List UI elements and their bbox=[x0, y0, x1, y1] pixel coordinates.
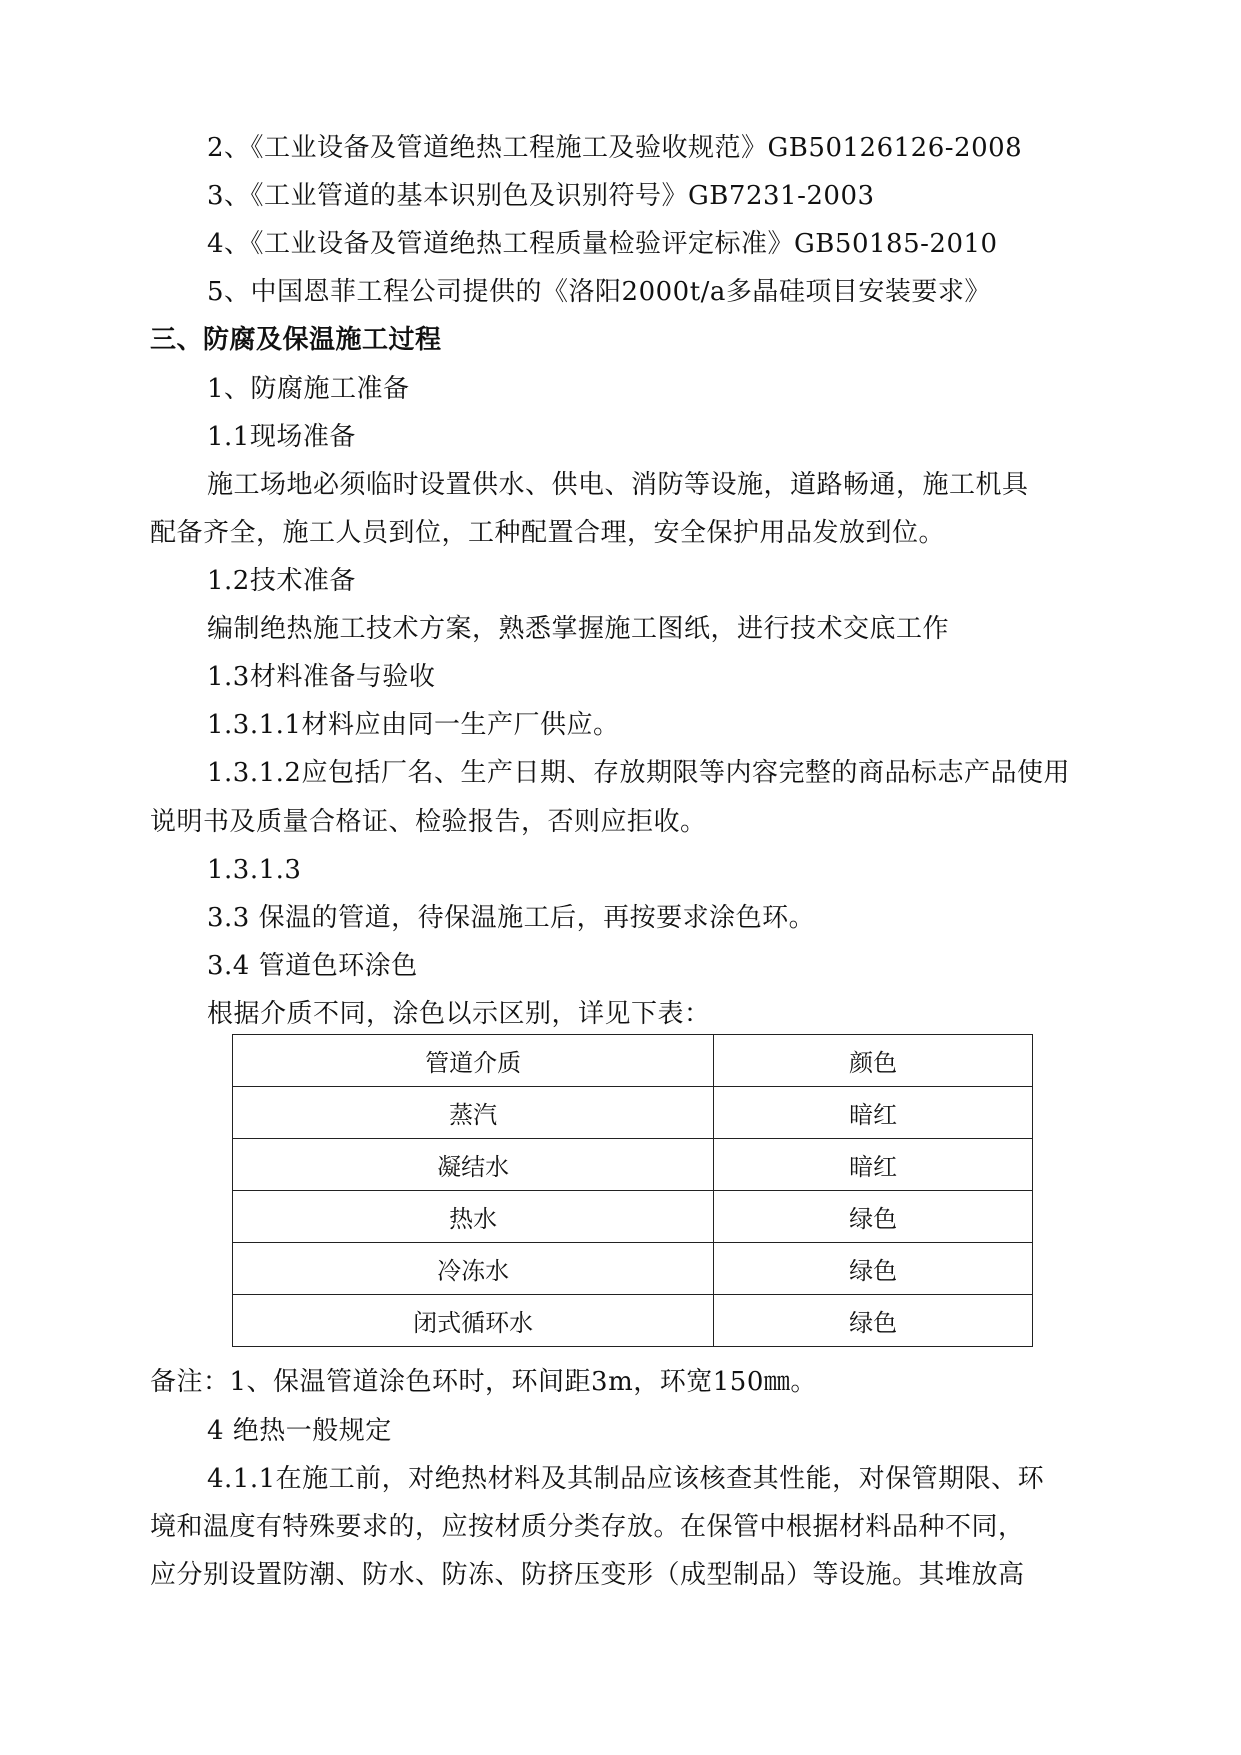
subsection-heading: 4 绝热一般规定 bbox=[207, 1416, 392, 1446]
table-row bbox=[233, 1243, 1033, 1295]
table-cell: 冷冻水 bbox=[233, 1243, 714, 1295]
table-cell: 绿色 bbox=[714, 1243, 1033, 1295]
table-cell: 闭式循环水 bbox=[233, 1295, 714, 1347]
paragraph-line: 3.3 保温的管道，待保温施工后，再按要求涂色环。 bbox=[207, 903, 816, 933]
pipe-color-table bbox=[232, 1034, 1033, 1347]
table-row bbox=[233, 1295, 1033, 1347]
paragraph-line: 说明书及质量合格证、检验报告，否则应拒收。 bbox=[150, 807, 707, 837]
standard-item-5: 5、中国恩菲工程公司提供的《洛阳2000t/a多晶硅项目安装要求》 bbox=[207, 277, 991, 307]
paragraph-line: 施工场地必须临时设置供水、供电、消防等设施，道路畅通，施工机具 bbox=[207, 470, 1029, 500]
table-cell: 绿色 bbox=[714, 1295, 1033, 1347]
paragraph-line: 应分别设置防潮、防水、防冻、防挤压变形（成型制品）等设施。其堆放高 bbox=[150, 1560, 1025, 1590]
standard-item-3: 3、《工业管道的基本识别色及识别符号》GB7231-2003 bbox=[207, 181, 875, 211]
table-row bbox=[233, 1087, 1033, 1139]
subsection-heading: 1.1现场准备 bbox=[207, 422, 356, 452]
standard-item-2: 2、《工业设备及管道绝热工程施工及验收规范》GB50126126-2008 bbox=[207, 133, 1023, 163]
table-header-row bbox=[233, 1035, 1033, 1087]
table-row bbox=[233, 1139, 1033, 1191]
paragraph-line: 1.3.1.3 bbox=[207, 855, 302, 885]
table-cell: 绿色 bbox=[714, 1191, 1033, 1243]
table-row bbox=[233, 1191, 1033, 1243]
table-cell: 热水 bbox=[233, 1191, 714, 1243]
paragraph-line: 4.1.1在施工前，对绝热材料及其制品应该核查其性能，对保管期限、环 bbox=[207, 1464, 1045, 1494]
table-cell: 蒸汽 bbox=[233, 1087, 714, 1139]
table-cell: 凝结水 bbox=[233, 1139, 714, 1191]
paragraph-line: 1.3.1.2应包括厂名、生产日期、存放期限等内容完整的商品标志产品使用 bbox=[207, 758, 1070, 788]
subsection-heading: 1、防腐施工准备 bbox=[207, 374, 410, 404]
standard-item-4: 4、《工业设备及管道绝热工程质量检验评定标准》GB50185-2010 bbox=[207, 229, 998, 259]
paragraph-line: 编制绝热施工技术方案，熟悉掌握施工图纸，进行技术交底工作 bbox=[207, 614, 950, 644]
paragraph-line: 配备齐全，施工人员到位，工种配置合理，安全保护用品发放到位。 bbox=[150, 518, 946, 548]
subsection-heading: 3.4 管道色环涂色 bbox=[207, 951, 418, 981]
paragraph-line: 根据介质不同，涂色以示区别，详见下表： bbox=[207, 999, 711, 1029]
table-cell: 暗红 bbox=[714, 1139, 1033, 1191]
table-header-cell: 管道介质 bbox=[233, 1035, 714, 1087]
table-header-cell: 颜色 bbox=[714, 1035, 1033, 1087]
subsection-heading: 1.2技术准备 bbox=[207, 566, 356, 596]
table-cell: 暗红 bbox=[714, 1087, 1033, 1139]
paragraph-line: 境和温度有特殊要求的，应按材质分类存放。在保管中根据材料品种不同， bbox=[150, 1512, 1025, 1542]
paragraph-line: 1.3.1.1材料应由同一生产厂供应。 bbox=[207, 710, 620, 740]
table-note: 备注：1、保温管道涂色环时，环间距3m，环宽150㎜。 bbox=[150, 1367, 817, 1397]
section-heading: 三、防腐及保温施工过程 bbox=[150, 325, 442, 355]
subsection-heading: 1.3材料准备与验收 bbox=[207, 662, 436, 692]
